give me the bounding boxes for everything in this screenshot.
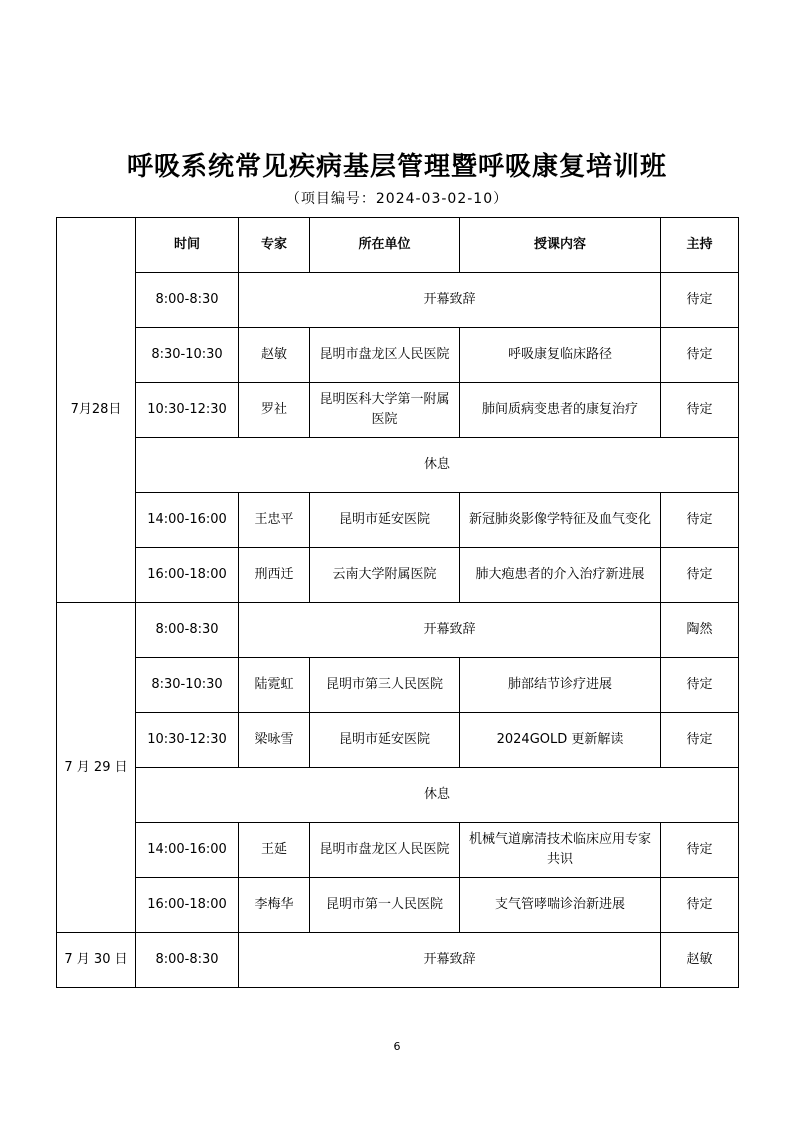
time-cell: 16:00-18:00 [136, 548, 239, 603]
expert-cell: 王忠平 [239, 493, 310, 548]
table-row [57, 933, 739, 988]
content-cell: 肺间质病变患者的康复治疗 [460, 383, 661, 438]
header-row [57, 218, 739, 273]
institution-cell: 昆明市第一人民医院 [310, 878, 460, 933]
table-row [57, 493, 739, 548]
date-cell: 7 月 29 日 [57, 603, 136, 933]
content-cell: 新冠肺炎影像学特征及血气变化 [460, 493, 661, 548]
table-row [57, 603, 739, 658]
table-row [57, 823, 739, 878]
time-cell: 14:00-16:00 [136, 493, 239, 548]
expert-cell: 王延 [239, 823, 310, 878]
expert-cell: 刑西迁 [239, 548, 310, 603]
table-row [57, 328, 739, 383]
time-cell: 16:00-18:00 [136, 878, 239, 933]
time-cell: 8:00-8:30 [136, 273, 239, 328]
table-row [57, 273, 739, 328]
session-cell: 开幕致辞 [239, 933, 661, 988]
host-cell: 待定 [661, 823, 739, 878]
break-cell: 休息 [136, 438, 739, 493]
time-cell: 8:30-10:30 [136, 328, 239, 383]
host-cell: 待定 [661, 713, 739, 768]
time-cell: 10:30-12:30 [136, 713, 239, 768]
time-cell: 8:00-8:30 [136, 603, 239, 658]
content-cell: 肺大疱患者的介入治疗新进展 [460, 548, 661, 603]
time-cell: 8:00-8:30 [136, 933, 239, 988]
institution-cell: 昆明市延安医院 [310, 493, 460, 548]
institution-cell: 昆明市延安医院 [310, 713, 460, 768]
time-cell: 8:30-10:30 [136, 658, 239, 713]
table-row [57, 548, 739, 603]
content-cell: 机械气道廓清技术临床应用专家共识 [460, 823, 661, 878]
host-cell: 待定 [661, 878, 739, 933]
expert-cell: 李梅华 [239, 878, 310, 933]
header-time: 时间 [136, 218, 239, 273]
host-cell: 待定 [661, 383, 739, 438]
table-row [57, 713, 739, 768]
table-row [57, 768, 739, 823]
host-cell: 陶然 [661, 603, 739, 658]
institution-cell: 昆明市盘龙区人民医院 [310, 328, 460, 383]
session-cell: 开幕致辞 [239, 603, 661, 658]
institution-cell: 昆明医科大学第一附属医院 [310, 383, 460, 438]
table-row [57, 878, 739, 933]
project-number: （项目编号：2024-03-02-10） [285, 191, 509, 207]
schedule-table [56, 217, 739, 988]
host-cell: 待定 [661, 493, 739, 548]
institution-cell: 云南大学附属医院 [310, 548, 460, 603]
header-content: 授课内容 [460, 218, 661, 273]
header-expert: 专家 [239, 218, 310, 273]
time-cell: 10:30-12:30 [136, 383, 239, 438]
break-cell: 休息 [136, 768, 739, 823]
date-cell: 7月28日 [57, 218, 136, 603]
host-cell: 待定 [661, 273, 739, 328]
institution-cell: 昆明市盘龙区人民医院 [310, 823, 460, 878]
content-cell: 2024GOLD 更新解读 [460, 713, 661, 768]
session-cell: 开幕致辞 [239, 273, 661, 328]
document-title: 呼吸系统常见疾病基层管理暨呼吸康复培训班 [126, 152, 667, 182]
host-cell: 待定 [661, 658, 739, 713]
header-host: 主持 [661, 218, 739, 273]
table-row [57, 658, 739, 713]
header-institution: 所在单位 [310, 218, 460, 273]
institution-cell: 昆明市第三人民医院 [310, 658, 460, 713]
host-cell: 待定 [661, 548, 739, 603]
table-row [57, 438, 739, 493]
expert-cell: 赵敏 [239, 328, 310, 383]
page-number: 6 [393, 1040, 401, 1053]
time-cell: 14:00-16:00 [136, 823, 239, 878]
host-cell: 赵敏 [661, 933, 739, 988]
host-cell: 待定 [661, 328, 739, 383]
date-cell: 7 月 30 日 [57, 933, 136, 988]
content-cell: 呼吸康复临床路径 [460, 328, 661, 383]
expert-cell: 陆霓虹 [239, 658, 310, 713]
table-row [57, 383, 739, 438]
expert-cell: 梁咏雪 [239, 713, 310, 768]
content-cell: 支气管哮喘诊治新进展 [460, 878, 661, 933]
expert-cell: 罗社 [239, 383, 310, 438]
content-cell: 肺部结节诊疗进展 [460, 658, 661, 713]
